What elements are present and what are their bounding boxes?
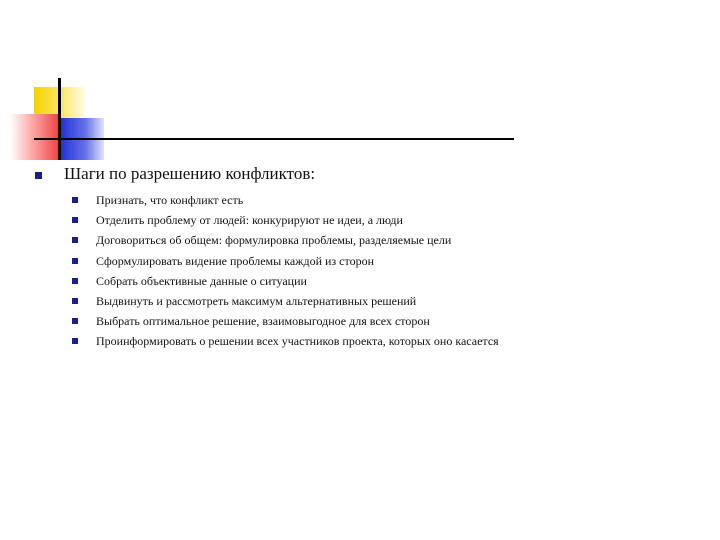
square-bullet-icon [72, 338, 78, 344]
list-item-text: Отделить проблему от людей: конкурируют не идеи, а люди [96, 213, 403, 228]
list-item-text: Признать, что конфликт есть [96, 193, 244, 207]
square-bullet-icon [72, 258, 78, 264]
list-item-text: Выдвинуть и рассмотреть максимум альтернативных решений [96, 293, 417, 308]
list-item-text: Договориться об общем: формулировка проблемы, разделяемые цели [96, 233, 452, 248]
square-bullet-icon [72, 278, 78, 284]
square-bullet-icon [35, 172, 42, 179]
list-item-text: Выбрать оптимальное решение, взаимовыгодное для всех сторон [96, 314, 430, 329]
list-item-text: Сформулировать видение проблемы каждой из сторон [96, 253, 374, 268]
square-bullet-icon [72, 298, 78, 304]
list-item-text: Проинформировать о решении всех участников проекта, которых оно касается [96, 334, 499, 349]
square-bullet-icon [72, 217, 78, 223]
list-item-text: Собрать объективные данные о ситуации [96, 273, 307, 288]
square-bullet-icon [72, 237, 78, 243]
square-bullet-icon [72, 197, 78, 203]
slide-heading: Шаги по разрешению конфликтов: [64, 164, 316, 183]
square-bullet-icon [72, 318, 78, 324]
